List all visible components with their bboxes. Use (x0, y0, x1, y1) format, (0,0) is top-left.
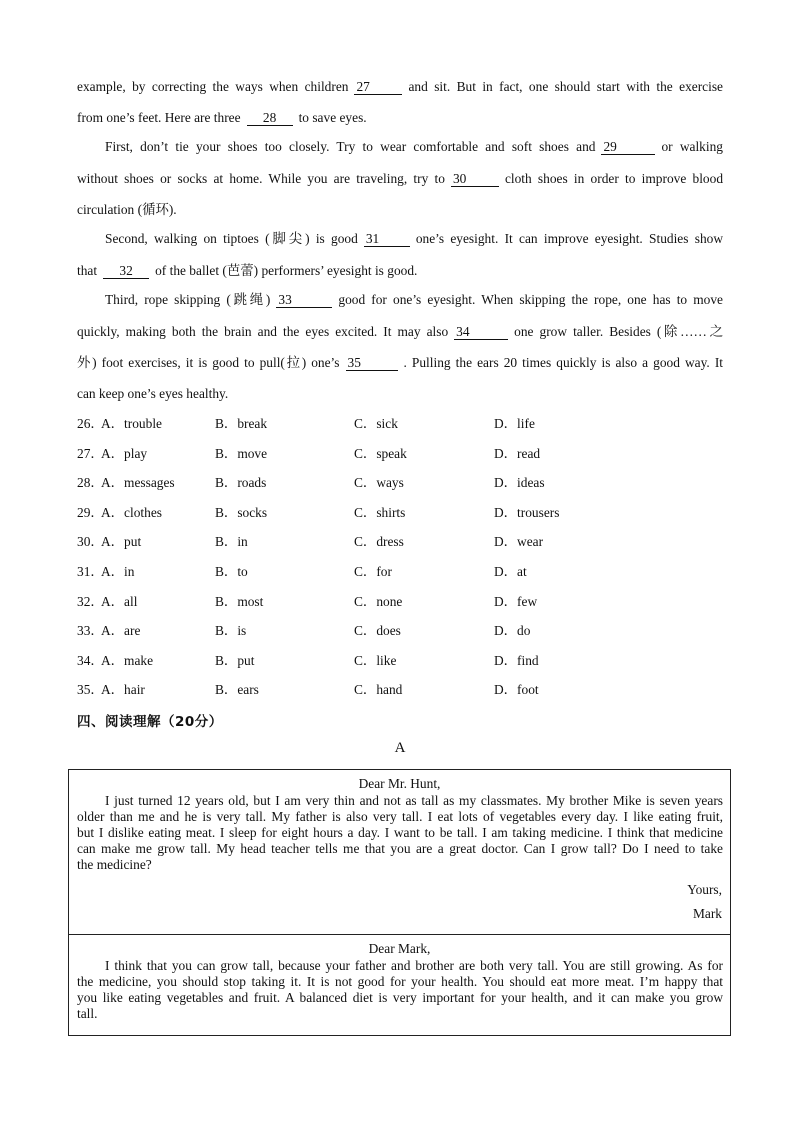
option-c: C．ways (354, 475, 404, 491)
letter-salutation: Dear Mr. Hunt, (358, 776, 441, 791)
option-b: B．put (215, 652, 255, 668)
question-number: 27． (77, 445, 104, 461)
option-row (77, 622, 727, 640)
option-d: D．foot (494, 682, 539, 698)
option-a: A．messages (101, 475, 175, 491)
option-b: B．is (215, 623, 247, 639)
letter-line: the medicine, you should stop taking it. It is not good for your health. You should eat more meat. I’m happy that (77, 974, 723, 989)
passage-line-4 (77, 170, 723, 188)
letter-line: tall. (77, 1006, 98, 1021)
option-b: B．roads (215, 475, 267, 491)
option-row (77, 445, 727, 463)
letter-line: older than me and he is very tall. My father is also very tall. I eat lots of vegetables every day. I like eating fruit, (77, 809, 723, 824)
option-b: B．move (215, 445, 268, 461)
option-c: C．for (354, 564, 392, 579)
option-row (77, 593, 727, 611)
passage-text: or walking (661, 139, 723, 154)
section-title: 四、阅读理解（20分） (77, 714, 223, 730)
passage-text: one grow taller. Besides (除……之 (514, 324, 723, 339)
question-number: 32． (77, 593, 104, 609)
question-number: 34． (77, 652, 104, 668)
option-row (77, 415, 727, 433)
passage-text: 外) foot exercises, it is good to pull(拉) one’s (77, 355, 340, 370)
blank-27: 27 (354, 79, 402, 95)
option-b: B．most (215, 593, 264, 609)
option-c: C．sick (354, 416, 398, 431)
passage-text: without shoes or socks at home. While you are traveling, try to (77, 171, 445, 186)
option-c: C．dress (354, 534, 404, 550)
option-c: C．hand (354, 682, 403, 698)
option-d: D．wear (494, 534, 544, 550)
letter-box-2 (68, 934, 731, 1036)
option-a: A．clothes (101, 504, 162, 520)
option-d: D．few (494, 593, 538, 609)
option-d: D．ideas (494, 475, 545, 491)
option-d: D．find (494, 652, 539, 668)
blank-29: 29 (601, 139, 655, 155)
passage-text: that (77, 263, 98, 278)
letter-signature: Mark (692, 906, 722, 921)
option-d: D．read (494, 445, 541, 461)
blank-32: 32 (103, 263, 149, 279)
option-a: A．all (101, 593, 138, 609)
letter-box-1 (68, 769, 731, 935)
letter-line: I just turned 12 years old, but I am very thin and not as tall as my classmates. My brother Mike is seven years (105, 793, 723, 808)
passage-text: one’s eyesight. It can improve eyesight. Studies show (415, 231, 723, 246)
option-b: B．to (215, 564, 248, 579)
letter-line: I think that you can grow tall, because your father and brother are both very tall. You are still growing. As for (105, 958, 723, 973)
option-b: B．break (215, 416, 268, 431)
letter-line: the medicine? (77, 857, 152, 872)
blank-35: 35 (346, 355, 398, 371)
letter-salutation: Dear Mark, (368, 941, 431, 956)
passage-text: from one’s feet. Here are three (77, 110, 241, 125)
blank-31: 31 (364, 231, 410, 247)
option-a: A．play (101, 445, 148, 461)
option-c: C．shirts (354, 504, 406, 520)
passage-line-3 (77, 138, 723, 156)
option-a: A．hair (101, 682, 145, 698)
option-d: D．at (494, 564, 527, 579)
passage-text: Second, walking on tiptoes (脚尖) is good (105, 231, 358, 246)
option-row (77, 474, 727, 492)
letter-closing: Yours, (687, 882, 722, 897)
question-number: 30． (77, 534, 104, 550)
passage-line-11: can keep one’s eyes healthy. (77, 386, 229, 401)
passage-text: of the ballet (芭蕾) performers’ eyesight is good. (155, 263, 418, 278)
blank-34: 34 (454, 324, 508, 340)
option-c: C．none (354, 593, 403, 609)
passage-letter: A (394, 740, 406, 756)
option-c: C．speak (354, 445, 407, 461)
option-b: B．socks (215, 504, 268, 520)
option-d: D．life (494, 416, 535, 431)
passage-text: example, by correcting the ways when children (77, 79, 349, 94)
letter-line: you like eating vegetables and fruit. A balanced diet is very important for your health, and it can make you grow (77, 990, 723, 1005)
passage-line-6 (77, 230, 723, 248)
option-b: B．in (215, 534, 248, 550)
option-a: A．put (101, 534, 142, 550)
option-a: A．in (101, 564, 135, 579)
passage-line-7 (77, 262, 723, 280)
option-d: D．trousers (494, 504, 560, 520)
question-number: 26． (77, 416, 104, 431)
option-a: A．are (101, 623, 141, 639)
question-number: 33． (77, 623, 104, 639)
letter-line: can make me grow tall. My head teacher tells me that you are a great doctor. Can I grow tall? Do I need to take (77, 841, 723, 856)
blank-33: 33 (276, 292, 332, 308)
passage-text: cloth shoes in order to improve blood (504, 171, 724, 186)
question-number: 28． (77, 475, 104, 491)
passage-line-8 (77, 291, 723, 309)
option-row (77, 504, 727, 522)
passage-text: to save eyes. (298, 110, 367, 125)
passage-line-9 (77, 323, 723, 341)
option-c: C．like (354, 652, 397, 668)
passage-line-1 (77, 78, 723, 96)
passage-text: Third, rope skipping (跳绳) (105, 292, 271, 307)
option-row (77, 533, 727, 551)
option-c: C．does (354, 623, 401, 639)
question-number: 35． (77, 682, 104, 698)
option-b: B．ears (215, 682, 259, 698)
passage-text: good for one’s eyesight. When skipping the rope, one has to move (338, 292, 723, 307)
question-number: 31． (77, 564, 104, 579)
passage-text: and sit. But in fact, one should start with the exercise (408, 79, 723, 94)
option-row (77, 563, 727, 581)
option-row (77, 652, 727, 670)
letter-line: but I dislike eating meat. I sleep for eight hours a day. I want to be tall. I am taking medicine. I think that medicine (77, 825, 723, 840)
passage-line-10 (77, 354, 723, 372)
passage-text: First, don’t tie your shoes too closely. Try to wear comfortable and soft shoes and (105, 139, 596, 154)
passage-text: . Pulling the ears 20 times quickly is also a good way. It (403, 355, 723, 370)
option-a: A．make (101, 652, 154, 668)
passage-line-2 (77, 109, 723, 127)
blank-28: 28 (247, 110, 293, 126)
blank-30: 30 (451, 171, 499, 187)
passage-line-5: circulation (循环). (77, 202, 177, 217)
option-row (77, 681, 727, 699)
option-d: D．do (494, 623, 531, 639)
question-number: 29． (77, 504, 104, 520)
option-a: A．trouble (101, 416, 162, 431)
passage-text: quickly, making both the brain and the eyes excited. It may also (77, 324, 449, 339)
